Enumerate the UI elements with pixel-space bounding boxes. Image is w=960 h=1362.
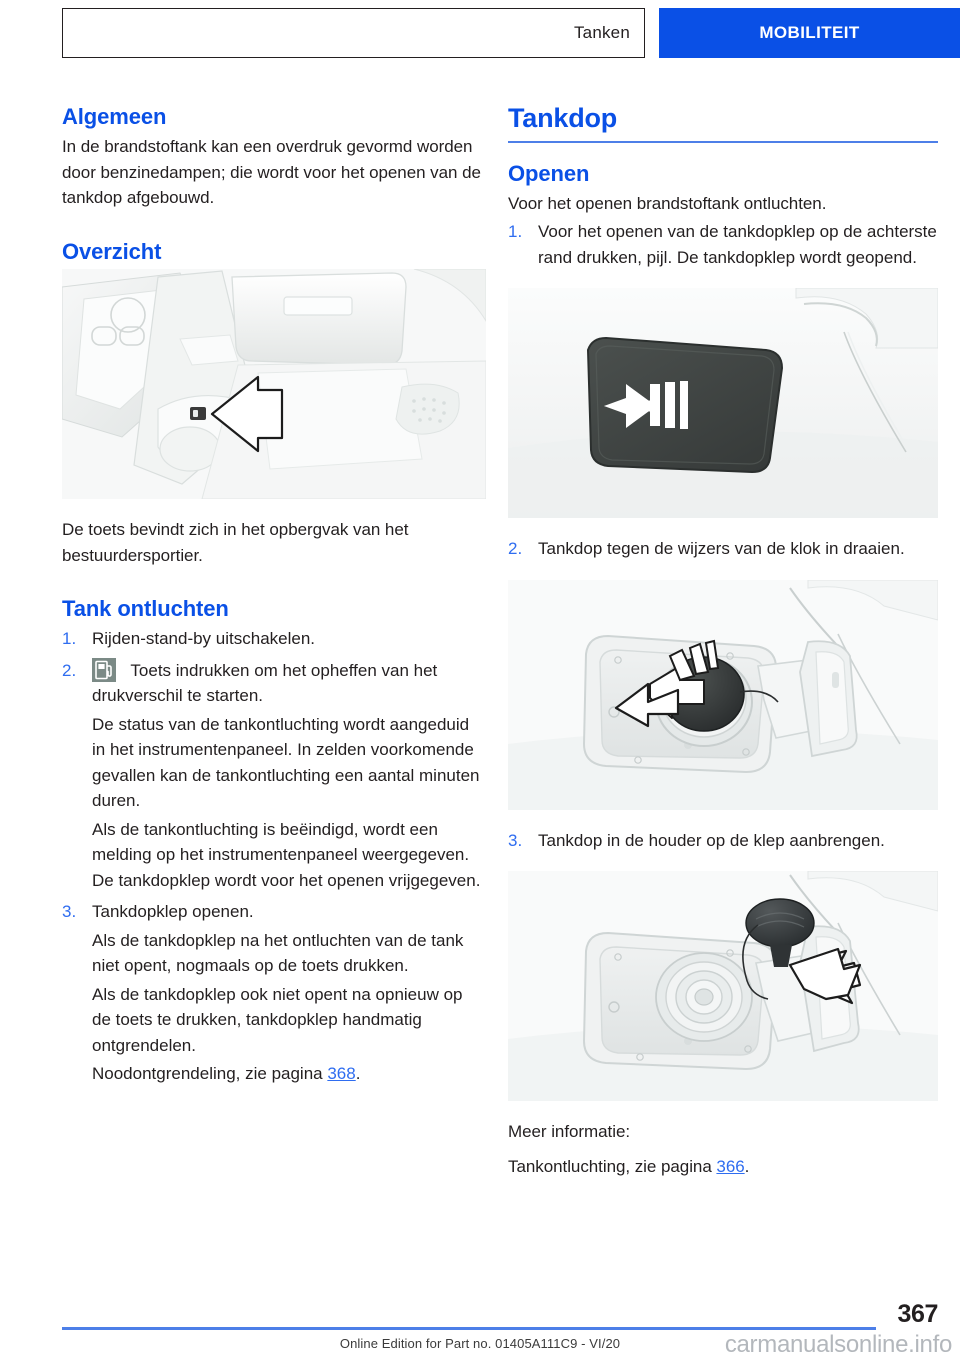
intro-paragraph: In de brandstoftank kan een overdruk gevormd worden door benzinedampen; die wordt voor het openen van de tankdop afgebouwd. [62,137,481,208]
step-text: Tankdopklep openen. [92,902,254,922]
spacer [508,810,938,828]
step-number: 3. [62,902,77,922]
tab-gap [645,8,659,58]
cross-reference-suffix: . [355,1064,361,1084]
more-information-label: Meer informatie: [508,1122,631,1142]
lead-paragraph: Voor het openen brandstoftank ontluchten. [508,193,827,213]
step-detail: De status van de tankontluchting wordt aangeduid in het instrumentenpaneel. In zelden voorkomende gevallen kan de tankontluchting een aantal minuten duren. [92,714,480,811]
figure-1-artwork [62,269,486,499]
figure-overview-caption: De toets bevindt zich in het opbergvak van het bestuurdersportier. [62,520,409,565]
figure-4-artwork [508,871,938,1101]
page-link[interactable]: 366 [716,1156,745,1176]
spacer [508,1145,938,1154]
cross-reference-prefix: Noodontgrendeling, zie pagina [92,1064,328,1084]
chapter-tab [659,8,960,58]
spacer [62,568,486,596]
tank-ontluchten-steps [62,626,486,1087]
step-item [62,658,486,894]
step-detail: Als de tankdopklep na het ontluchten van de tank niet opent, nogmaals op de toets drukken. [92,930,464,976]
openen-steps-2 [508,536,938,562]
spacer [508,853,938,871]
page-header [62,8,960,58]
figure-3-artwork [508,580,938,810]
right-column [508,104,938,1179]
spacer [62,211,486,239]
step-item [508,536,938,562]
step-text: Tankdop tegen de wijzers van de klok in draaien. [538,539,905,559]
spacer [508,270,938,288]
spacer [508,562,938,580]
watermark: carmanualsonline.info [724,1331,952,1358]
openen-steps [508,219,938,270]
figure-closed-fuel-flap [508,288,938,518]
step-number: 2. [62,660,77,680]
left-column [62,104,486,1087]
figure-door-storage-compartment [62,269,486,499]
fuel-pump-icon [92,658,116,682]
heading-rule [508,141,938,143]
step-text: Rijden-stand-by uitschakelen. [92,629,316,649]
section-tab-label: Tanken [573,23,630,42]
figure-2-artwork [508,288,938,518]
figure-cap-in-holder [508,871,938,1101]
spacer [508,518,938,536]
cross-reference-prefix: Tankontluchting, zie pagina [508,1156,717,1176]
step-item [62,899,486,1087]
heading-tankdop: Tankdop [508,103,618,133]
cross-reference-suffix: . [744,1156,750,1176]
step-item [508,828,938,854]
heading-overzicht: Overzicht [62,238,162,264]
step-item [508,219,938,270]
heading-algemeen: Algemeen [62,104,167,129]
step-text: Toets indrukken om het opheffen van het drukverschil te starten. [92,660,438,706]
figure-open-filler-cap [508,580,938,810]
chapter-tab-label: MOBILITEIT [759,23,860,42]
page-link[interactable]: 368 [327,1064,356,1084]
step-number: 1. [508,222,523,242]
openen-steps-3 [508,828,938,854]
step-text: Tankdop in de houder op de klep aanbrengen. [538,830,885,850]
step-number: 1. [62,629,77,649]
heading-openen: Openen [508,160,590,186]
step-number: 2. [508,539,523,559]
step-item [62,626,486,652]
spacer [62,499,486,517]
step-detail: Als de tankontluchting is beëindigd, wordt een melding op het instrumentenpaneel weergegeven. De tankdopklep wordt voor het openen vrijgegeven. [92,819,481,890]
step-detail: Als de tankdopklep ook niet opent na opnieuw op de toets te drukken, tankdopklep handmatig ontgrendelen. [92,984,463,1055]
edition-note: Online Edition for Part no. 01405A111C9 - VI/20 [339,1336,621,1351]
cross-reference [508,1154,938,1180]
footer-rule [62,1327,876,1330]
page-number: 367 [897,1300,938,1328]
step-text: Voor het openen van de tankdopklep op de achterste rand drukken, pijl. De tankdopklep wordt geopend. [538,222,937,267]
step-number: 3. [508,830,523,850]
cross-reference [92,1061,486,1087]
heading-tank-ontluchten: Tank ontluchten [62,596,229,622]
section-tab [62,8,645,58]
spacer [508,1101,938,1119]
